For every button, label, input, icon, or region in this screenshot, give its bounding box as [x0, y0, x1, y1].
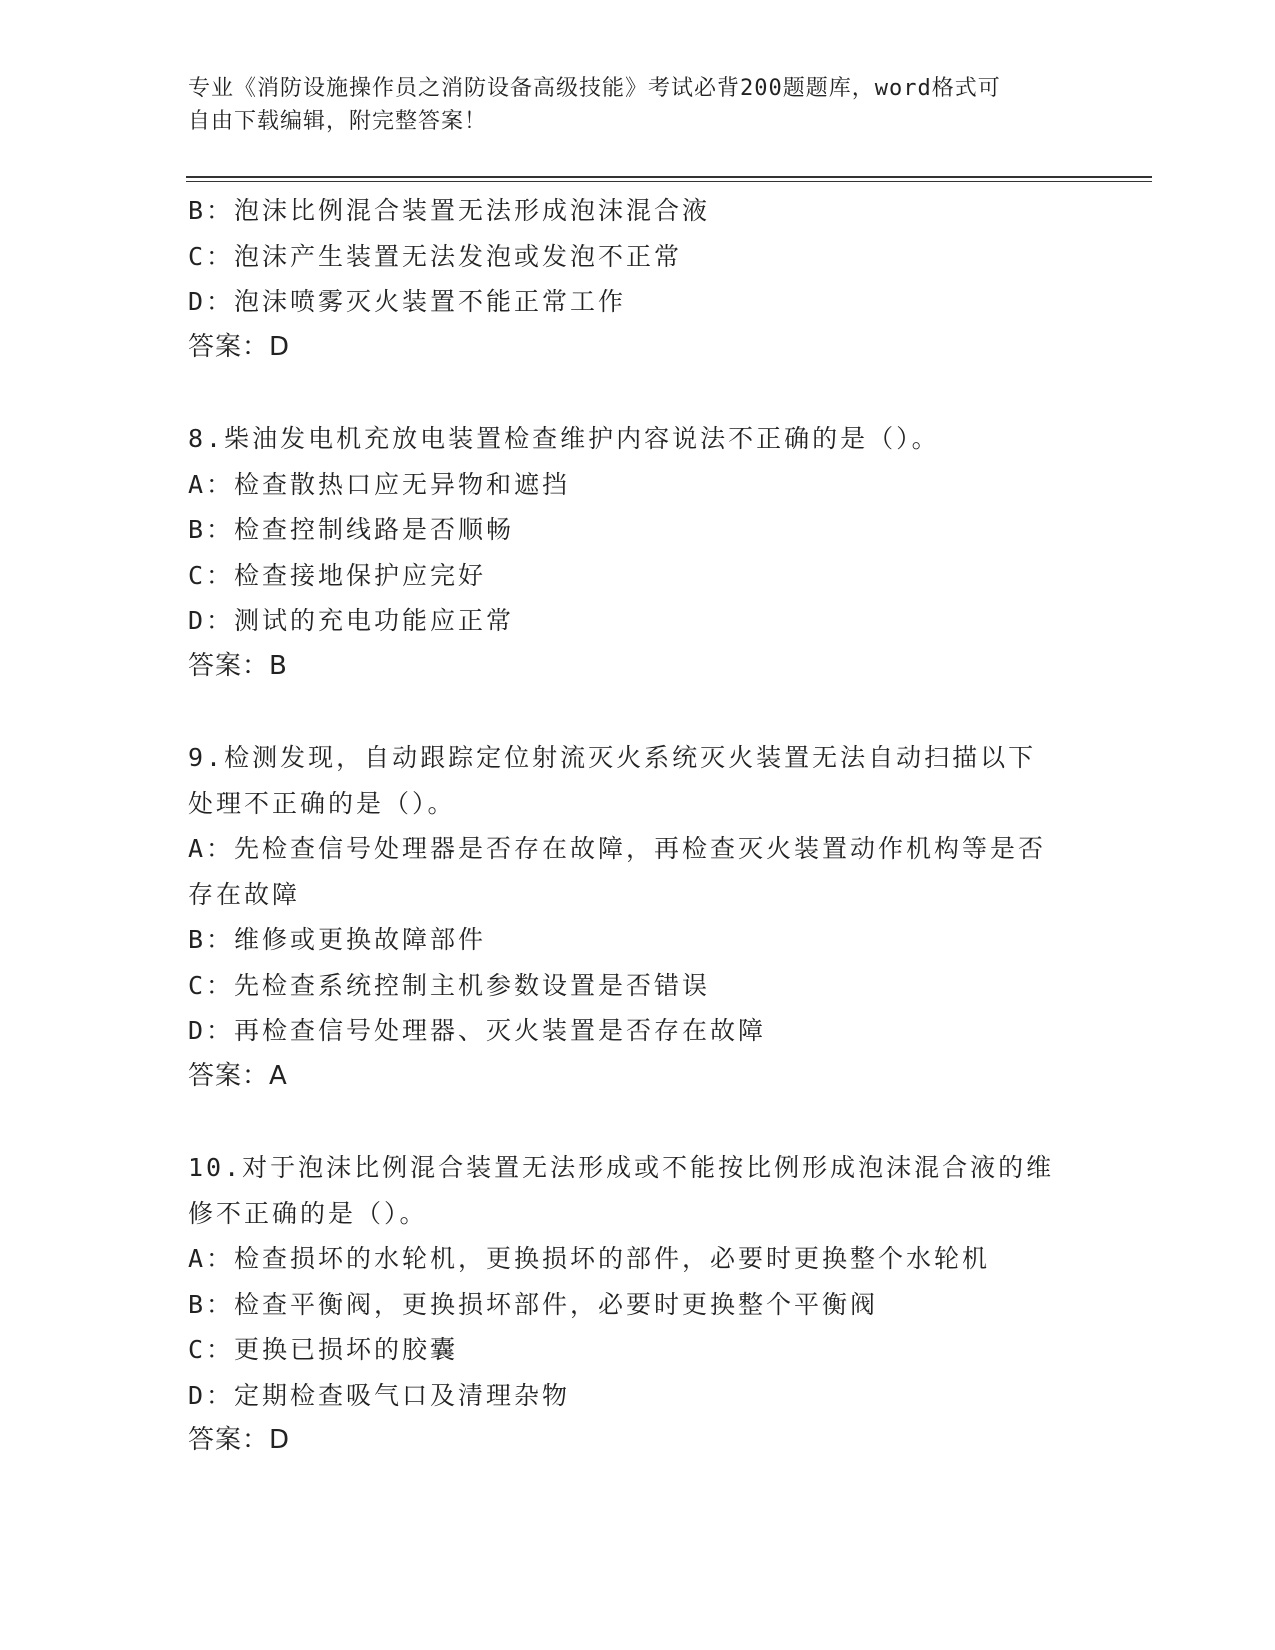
- option-a: A：检查散热口应无异物和遮挡: [188, 469, 571, 499]
- header-line-1: 专业《消防设施操作员之消防设备高级技能》考试必背200题题库，word格式可: [188, 76, 1001, 101]
- answer-line: 答案：D: [188, 331, 291, 362]
- answer-line: 答案：B: [188, 650, 288, 681]
- option-b: B：检查控制线路是否顺畅: [188, 515, 515, 544]
- document-header: [188, 72, 1068, 138]
- option-b: B：泡沫比例混合装置无法形成泡沫混合液: [188, 196, 711, 225]
- option-a: A：检查损坏的水轮机，更换损坏的部件，必要时更换整个水轮机: [188, 1244, 991, 1273]
- header-divider-thick: [186, 176, 1152, 178]
- option-c: C：先检查系统控制主机参数设置是否错误: [188, 970, 711, 1000]
- question-list: [188, 188, 1088, 1464]
- option-d: D：定期检查吸气口及清理杂物: [188, 1380, 571, 1410]
- spacer: [188, 1099, 1088, 1145]
- option-a-continued: 存在故障: [188, 879, 301, 909]
- spacer: [188, 689, 1088, 735]
- header-line-2: 自由下载编辑，附完整答案！: [188, 109, 488, 134]
- question-block-continued: [188, 188, 1088, 370]
- option-b: B：检查平衡阀，更换损坏部件，必要时更换整个平衡阀: [188, 1289, 879, 1319]
- option-d: D：测试的充电功能应正常: [188, 606, 515, 635]
- option-c: C：更换已损坏的胶囊: [188, 1335, 459, 1364]
- option-d: D：再检查信号处理器、灭火装置是否存在故障: [188, 1016, 767, 1045]
- answer-line: 答案：A: [188, 1060, 288, 1091]
- question-title-continued: 处理不正确的是（）。: [188, 788, 456, 818]
- option-b: B：维修或更换故障部件: [188, 925, 487, 954]
- option-a: A：先检查信号处理器是否存在故障，再检查灭火装置动作机构等是否: [188, 834, 1047, 863]
- question-title: 9.检测发现，自动跟踪定位射流灭火系统灭火装置无法自动扫描以下: [188, 743, 1037, 772]
- question-block-8: [188, 416, 1088, 689]
- spacer: [188, 370, 1088, 416]
- option-d: D：泡沫喷雾灭火装置不能正常工作: [188, 287, 627, 316]
- answer-line: 答案：D: [188, 1425, 291, 1455]
- header-divider-thin: [186, 181, 1152, 182]
- option-c: C：检查接地保护应完好: [188, 560, 487, 590]
- question-title: 8.柴油发电机充放电装置检查维护内容说法不正确的是（）。: [188, 424, 940, 453]
- question-title-continued: 修不正确的是（）。: [188, 1198, 428, 1228]
- option-c: C：泡沫产生装置无法发泡或发泡不正常: [188, 241, 683, 271]
- question-block-9: [188, 735, 1088, 1099]
- question-block-10: [188, 1145, 1088, 1464]
- question-title: 10.对于泡沫比例混合装置无法形成或不能按比例形成泡沫混合液的维: [188, 1153, 1055, 1182]
